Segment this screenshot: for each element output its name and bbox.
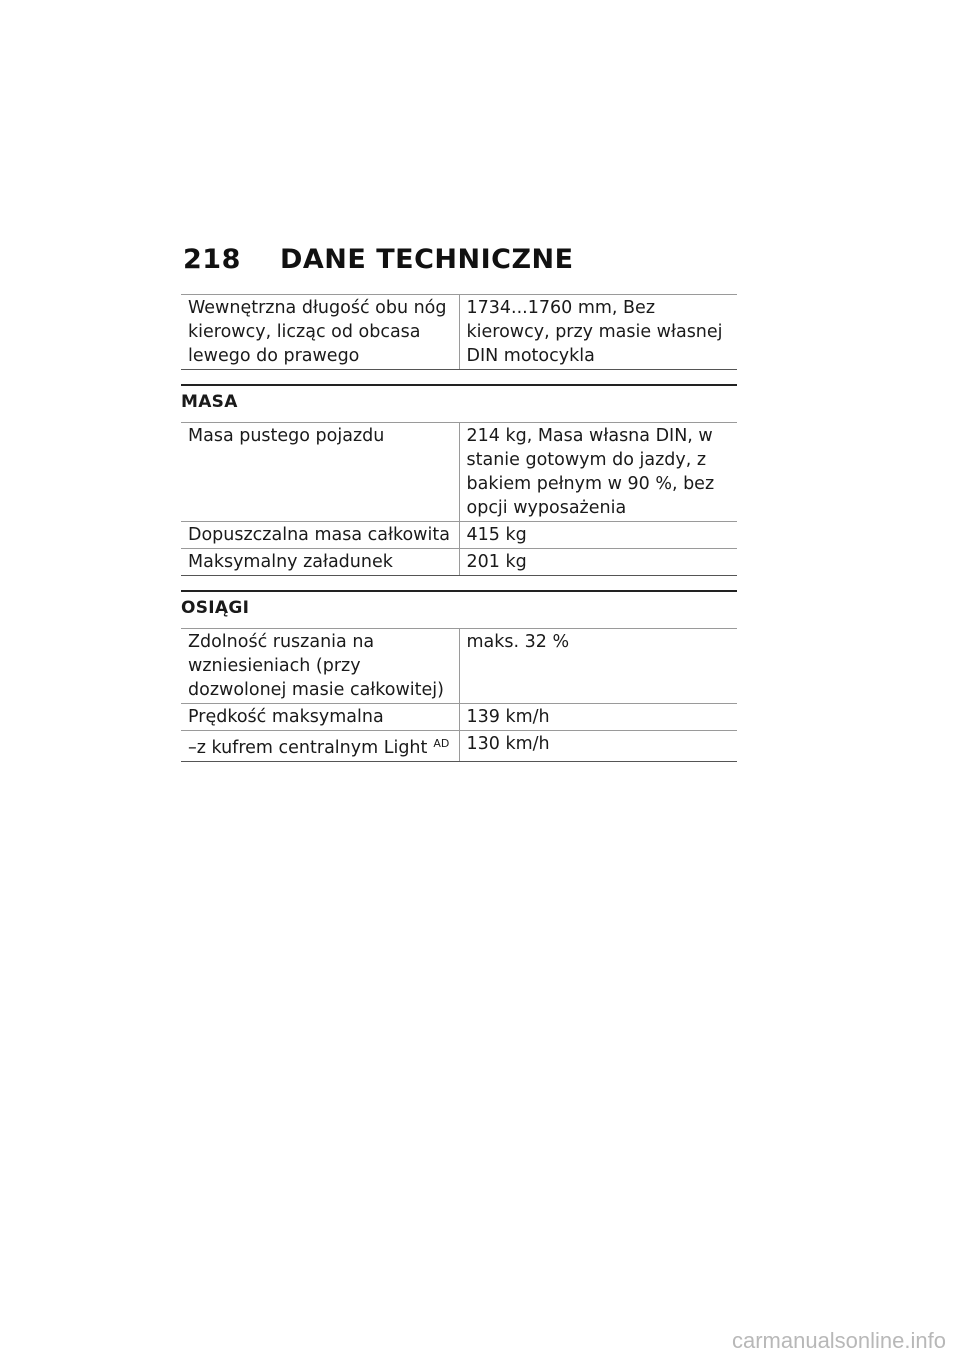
spec-value: 214 kg, Masa własna DIN, w stanie gotowym do jazdy, z bakiem pełnym w 90 %, bez opcji wyposażenia [459,423,737,522]
table-row [181,549,737,576]
table-row [181,731,737,762]
page-title: DANE TECHNICZNE [280,244,574,275]
spec-value: 139 km/h [459,704,737,731]
table-row [181,704,737,731]
spec-label: Dopuszczalna masa całkowita [181,522,459,549]
table-row [181,423,737,522]
watermark: carmanualsonline.info [731,1328,946,1353]
spec-label: –z kufrem centralnym Light [188,738,428,758]
spec-value: 201 kg [459,549,737,576]
spec-label: Maksymalny załadunek [181,549,459,576]
spec-label: Masa pustego pojazdu [181,423,459,522]
spec-content [181,294,737,762]
masa-table [181,423,737,576]
spec-label: Wewnętrzna długość obu nóg kierowcy, licząc od obcasa lewego do prawego [181,295,459,370]
table-row [181,522,737,549]
section-osiagi [181,590,737,762]
spec-label: Zdolność ruszania na wzniesieniach (przy dozwolonej masie całkowitej) [181,629,459,704]
spec-label-cell [181,731,459,762]
spec-value: 415 kg [459,522,737,549]
table-row [181,295,737,370]
page-number: 218 [183,244,241,275]
leg-length-table [181,294,737,370]
spec-value: 1734...1760 mm, Bez kierowcy, przy masie własnej DIN motocykla [459,295,737,370]
section-title-osiagi: OSIĄGI [181,592,737,629]
spec-value: maks. 32 % [459,629,737,704]
section-title-masa: MASA [181,386,737,423]
spec-label: Prędkość maksymalna [181,704,459,731]
page-header [183,244,574,275]
spec-value: 130 km/h [459,731,737,762]
section-masa [181,384,737,576]
table-row [181,629,737,704]
option-marker: AD [433,737,450,750]
osiagi-table [181,629,737,762]
